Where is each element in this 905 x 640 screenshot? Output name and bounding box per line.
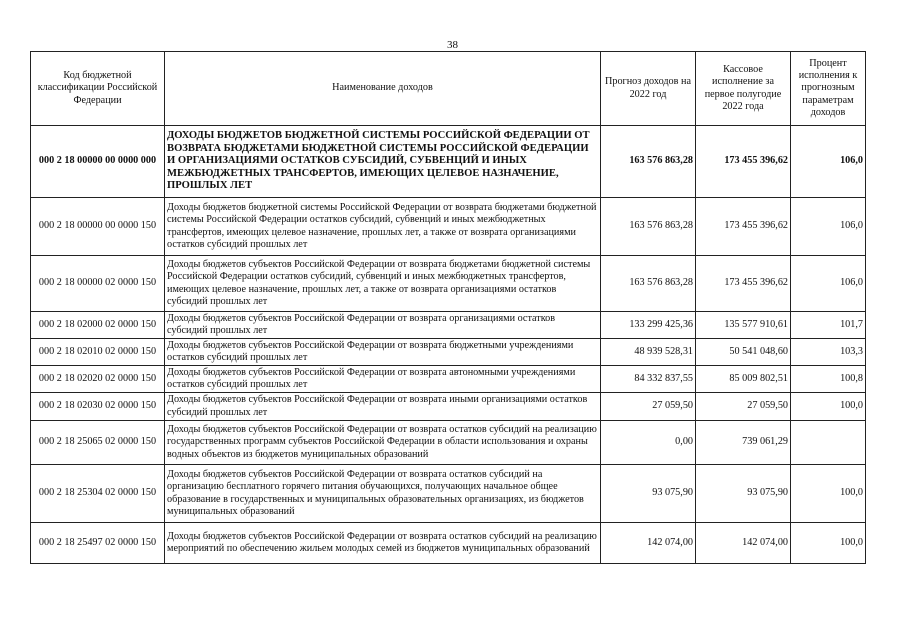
row-forecast: 93 075,90: [601, 465, 696, 523]
table-row: [31, 312, 866, 339]
row-forecast: 133 299 425,36: [601, 312, 696, 339]
row-code: 000 2 18 02010 02 0000 150: [31, 339, 165, 366]
table-row: [31, 126, 866, 198]
table-row: [31, 465, 866, 523]
row-name: Доходы бюджетов субъектов Российской Федерации от возврата остатков субсидий на реализацию государственных программ субъектов Российской Федерации в области использования и охраны водных объектов из бюджетов муниципальных образований: [165, 421, 601, 465]
row-code: 000 2 18 02000 02 0000 150: [31, 312, 165, 339]
row-percent: 100,0: [791, 393, 866, 421]
row-forecast: 163 576 863,28: [601, 126, 696, 198]
row-name: Доходы бюджетов бюджетной системы Российской Федерации от возврата бюджетами бюджетной системы Российской Федерации остатков субсидий, субвенций и иных межбюджетных трансфертов, имеющих целевое назначение, прошлых лет, а также от возврата организациями остатков субсидий прошлых лет: [165, 198, 601, 256]
row-execution: 739 061,29: [696, 421, 791, 465]
row-name: Доходы бюджетов субъектов Российской Федерации от возврата бюджетными учреждениями остатков субсидий прошлых лет: [165, 339, 601, 366]
row-execution: 27 059,50: [696, 393, 791, 421]
row-execution: 50 541 048,60: [696, 339, 791, 366]
column-header-execution: Кассовое исполнение за первое полугодие 2022 года: [696, 52, 791, 126]
row-percent: 106,0: [791, 256, 866, 312]
row-code: 000 2 18 25065 02 0000 150: [31, 421, 165, 465]
row-forecast: 163 576 863,28: [601, 198, 696, 256]
table-row: [31, 523, 866, 564]
column-header-code: Код бюджетной классификации Российской Федерации: [31, 52, 165, 126]
row-percent: 106,0: [791, 198, 866, 256]
row-name: Доходы бюджетов субъектов Российской Федерации от возврата организациями остатков субсидий прошлых лет: [165, 312, 601, 339]
row-forecast: 48 939 528,31: [601, 339, 696, 366]
row-code: 000 2 18 25304 02 0000 150: [31, 465, 165, 523]
row-forecast: 0,00: [601, 421, 696, 465]
table-row: [31, 256, 866, 312]
row-percent: 100,8: [791, 366, 866, 393]
row-code: 000 2 18 25497 02 0000 150: [31, 523, 165, 564]
row-forecast: 163 576 863,28: [601, 256, 696, 312]
row-percent: [791, 421, 866, 465]
table-header-row: [31, 52, 866, 126]
table-row: [31, 366, 866, 393]
table-row: [31, 421, 866, 465]
row-name: Доходы бюджетов субъектов Российской Федерации от возврата иными организациями остатков субсидий прошлых лет: [165, 393, 601, 421]
table-row: [31, 198, 866, 256]
column-header-percent: Процент исполнения к прогнозным параметрам доходов: [791, 52, 866, 126]
row-execution: 142 074,00: [696, 523, 791, 564]
column-header-name: Наименование доходов: [165, 52, 601, 126]
row-execution: 135 577 910,61: [696, 312, 791, 339]
row-percent: 100,0: [791, 465, 866, 523]
row-execution: 173 455 396,62: [696, 256, 791, 312]
row-name: Доходы бюджетов субъектов Российской Федерации от возврата бюджетами бюджетной системы Российской Федерации остатков субсидий, субвенций и иных межбюджетных трансфертов, имеющих целевое назначение, прошлых лет, а также от возврата организациями остатков субсидий прошлых лет: [165, 256, 601, 312]
row-percent: 100,0: [791, 523, 866, 564]
row-name: Доходы бюджетов субъектов Российской Федерации от возврата автономными учреждениями остатков субсидий прошлых лет: [165, 366, 601, 393]
row-code: 000 2 18 00000 00 0000 150: [31, 198, 165, 256]
revenue-table: [30, 51, 866, 564]
row-forecast: 27 059,50: [601, 393, 696, 421]
row-name: ДОХОДЫ БЮДЖЕТОВ БЮДЖЕТНОЙ СИСТЕМЫ РОССИЙСКОЙ ФЕДЕРАЦИИ ОТ ВОЗВРАТА БЮДЖЕТАМИ БЮДЖЕТНОЙ СИСТЕМЫ РОССИЙСКОЙ ФЕДЕРАЦИИ И ОРГАНИЗАЦИЯМИ ОСТАТКОВ СУБСИДИЙ, СУБВЕНЦИЙ И ИНЫХ МЕЖБЮДЖЕТНЫХ ТРАНСФЕРТОВ, ИМЕЮЩИХ ЦЕЛЕВОЕ НАЗНАЧЕНИЕ, ПРОШЛЫХ ЛЕТ: [165, 126, 601, 198]
row-code: 000 2 18 02020 02 0000 150: [31, 366, 165, 393]
row-execution: 173 455 396,62: [696, 126, 791, 198]
row-code: 000 2 18 00000 02 0000 150: [31, 256, 165, 312]
row-percent: 106,0: [791, 126, 866, 198]
row-execution: 85 009 802,51: [696, 366, 791, 393]
page-number: 38: [447, 39, 458, 51]
row-percent: 103,3: [791, 339, 866, 366]
row-code: 000 2 18 00000 00 0000 000: [31, 126, 165, 198]
row-percent: 101,7: [791, 312, 866, 339]
row-code: 000 2 18 02030 02 0000 150: [31, 393, 165, 421]
row-forecast: 142 074,00: [601, 523, 696, 564]
row-name: Доходы бюджетов субъектов Российской Федерации от возврата остатков субсидий на организацию бесплатного горячего питания обучающихся, получающих начальное общее образование в государственных и муниципальных образовательных организациях, из бюджетов муниципальных образований: [165, 465, 601, 523]
row-execution: 93 075,90: [696, 465, 791, 523]
column-header-forecast: Прогноз доходов на 2022 год: [601, 52, 696, 126]
row-forecast: 84 332 837,55: [601, 366, 696, 393]
row-name: Доходы бюджетов субъектов Российской Федерации от возврата остатков субсидий на реализацию мероприятий по обеспечению жильем молодых семей из бюджетов муниципальных образований: [165, 523, 601, 564]
row-execution: 173 455 396,62: [696, 198, 791, 256]
table-row: [31, 393, 866, 421]
table-row: [31, 339, 866, 366]
